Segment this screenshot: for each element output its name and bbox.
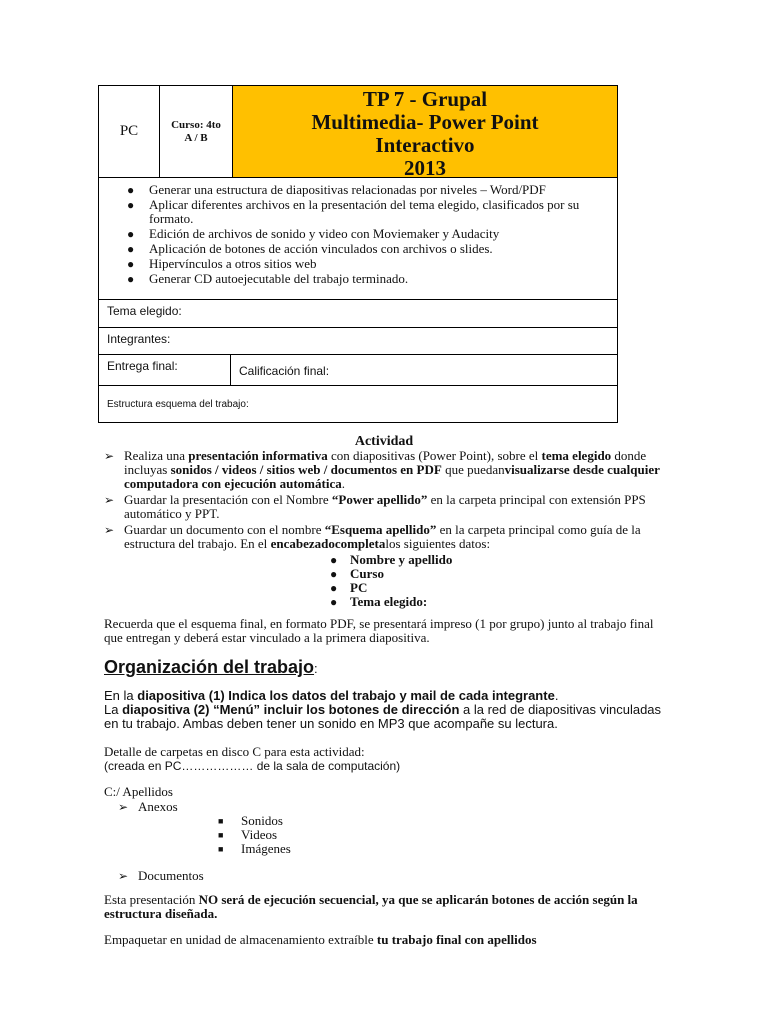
bullet-icon: ● (127, 272, 135, 286)
actividad-item: ➢ Guardar la presentación con el Nombre “Power apellido” en la carpeta principal con extensión PPS automático y PPT. (104, 492, 646, 521)
bullet-icon: ● (330, 553, 338, 567)
folder-tree (104, 785, 664, 883)
title-year: 2013 (404, 156, 446, 180)
goal-item: ● Generar una estructura de diapositivas relacionadas por niveles – Word/PDF (127, 182, 546, 197)
dato-item: ● Nombre y apellido (330, 552, 453, 567)
estructura-row (99, 386, 617, 422)
entrega-row (99, 355, 617, 386)
pc-cell: PC (99, 86, 160, 177)
bullet-icon: ● (127, 198, 135, 212)
arrow-bullet-icon: ➢ (104, 523, 115, 537)
dato-item: ● PC (330, 580, 368, 595)
arrow-bullet-icon: ➢ (118, 869, 129, 883)
folder-sub: ■ Sonidos (218, 813, 283, 828)
bullet-icon: ● (127, 183, 135, 197)
title-subject: Multimedia- Power Point (311, 110, 539, 134)
square-bullet-icon: ■ (218, 830, 224, 840)
datos-list (104, 553, 664, 609)
secuencial-paragraph: Esta presentación NO será de ejecución secuencial, ya que se aplicarán botones de acción según la estructura diseñada. (104, 892, 638, 921)
goals-list (119, 182, 607, 299)
square-bullet-icon: ■ (218, 844, 224, 854)
goal-item: ● Edición de archivos de sonido y video con Moviemaker y Audacity (127, 226, 500, 241)
title-tp: TP 7 - Grupal (362, 87, 488, 111)
diapositiva-1-line: En la diapositiva (1) Indica los datos del trabajo y mail de cada integrante. (104, 688, 559, 703)
curso-groups: A / B (184, 131, 208, 144)
integrantes-row (99, 328, 617, 355)
goals-row (99, 178, 617, 300)
title-row (99, 86, 617, 178)
bullet-icon: ● (127, 257, 135, 271)
folder-documentos: ➢ Documentos (118, 868, 204, 883)
bullet-icon: ● (330, 581, 338, 595)
folder-sub: ■ Videos (218, 827, 278, 842)
header-form-table (98, 85, 618, 423)
folder-sub: ■ Imágenes (218, 841, 291, 856)
goal-item: ● Aplicación de botones de acción vinculados con archivos o slides. (127, 241, 493, 256)
folder-root: C:/ Apellidos (104, 784, 173, 799)
bullet-icon: ● (330, 567, 338, 581)
curso-label: Curso: 4to (171, 118, 221, 131)
arrow-bullet-icon: ➢ (104, 493, 115, 507)
calificacion-field[interactable]: Calificación final: (239, 364, 330, 378)
curso-cell (160, 86, 233, 177)
tema-field[interactable]: Tema elegido: (107, 304, 182, 318)
goal-item: ● Aplicar diferentes archivos en la presentación del tema elegido, clasificados por su formato. (127, 197, 580, 226)
recuerda-paragraph: Recuerda que el esquema final, en formato PDF, se presentará impreso (1 por grupo) junto al trabajo final que entregan y deberá estar vinculado a la primera diapositiva. (104, 616, 654, 645)
goal-item: ● Generar CD autoejecutable del trabajo terminado. (127, 271, 409, 286)
integrantes-field[interactable]: Integrantes: (107, 332, 171, 346)
title-cell (233, 86, 617, 180)
organizacion-heading: Organización del trabajo: (104, 657, 318, 677)
bullet-icon: ● (127, 242, 135, 256)
creada-line: (creada en PC……………… de la sala de computación) (104, 759, 401, 773)
detalle-line: Detalle de carpetas en disco C para esta actividad: (104, 744, 365, 759)
organizacion-body (104, 689, 664, 731)
diapositiva-2-line: La diapositiva (2) “Menú” incluir los botones de dirección a la red de diapositivas vinculadas en tu trabajo. Ambas deben tener un sonido en MP3 que acompañe su lectura. (104, 702, 662, 731)
actividad-heading: Actividad (354, 434, 414, 449)
title-interactivo: Interactivo (375, 133, 475, 157)
arrow-bullet-icon: ➢ (104, 449, 115, 463)
square-bullet-icon: ■ (218, 816, 224, 826)
tema-row (99, 300, 617, 328)
actividad-list (104, 449, 664, 609)
dato-item: ● Curso (330, 566, 384, 581)
folder-anexos: ➢ Anexos (118, 799, 178, 814)
entrega-field[interactable]: Entrega final: (99, 355, 231, 385)
detalle-carpetas (104, 745, 664, 773)
bullet-icon: ● (127, 227, 135, 241)
dato-item: ● Tema elegido: (330, 594, 428, 609)
bullet-icon: ● (330, 595, 338, 609)
actividad-item: ➢ Realiza una presentación informativa con diapositivas (Power Point), sobre el tema elegido donde incluyas sonidos / videos / sitios web / documentos en PDF que puedanvisualizarse desde cualquier computadora con ejecución automática. (104, 448, 660, 491)
arrow-bullet-icon: ➢ (118, 800, 129, 814)
goal-item: ● Hipervínculos a otros sitios web (127, 256, 317, 271)
actividad-item: ➢ Guardar un documento con el nombre “Esquema apellido” en la carpeta principal como guía de la estructura del trabajo. En el encabezadocompletalos siguientes datos: (104, 522, 641, 551)
estructura-field[interactable]: Estructura esquema del trabajo: (107, 398, 249, 410)
empaquetar-paragraph: Empaquetar en unidad de almacenamiento extraíble tu trabajo final con apellidos (104, 932, 537, 947)
